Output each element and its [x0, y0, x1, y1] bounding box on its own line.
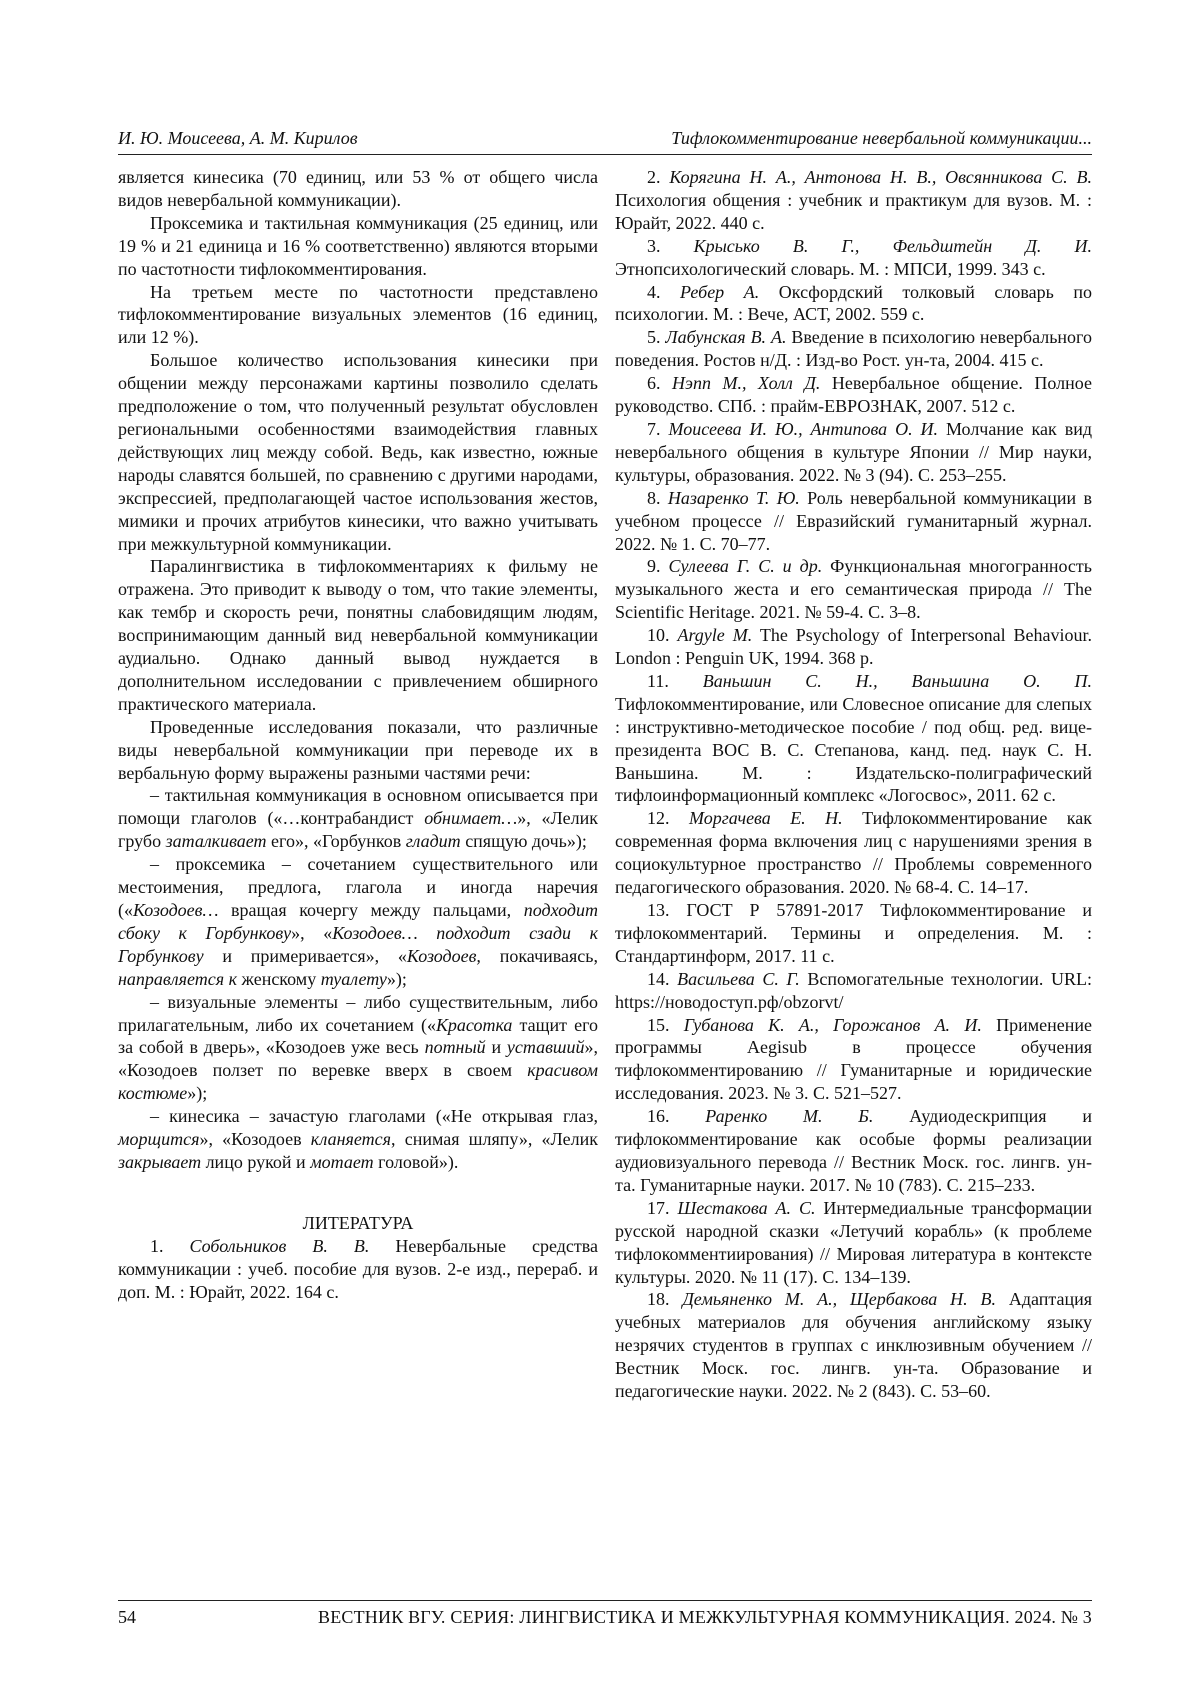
reference-item: 15. Губанова К. А., Горожанов А. И. Применение программы Aegisub в процессе обучения тифлокомментированию // Гуманитарные и юридические исследования. 2023. № 3. С. 521–527.	[615, 1014, 1092, 1106]
header-rule	[118, 154, 1092, 155]
paragraph: Большое количество использования кинесики при общении между персонажами картины позволило сделать предположение о том, что полученный результат обусловлен региональными особенностями взаимодействия главных действующих лиц между собой. Ведь, как известно, южные народы славятся большей, по сравнению с другими народами, экспрессией, предполагающей частое использования жестов, мимики и прочих атрибутов кинесики, что важно учитывать при межкультурной коммуникации.	[118, 349, 598, 555]
journal-title: ВЕСТНИК ВГУ. СЕРИЯ: ЛИНГВИСТИКА И МЕЖКУЛЬТУРНАЯ КОММУНИКАЦИЯ. 2024. № 3	[318, 1604, 1092, 1630]
reference-item: 3. Крысько В. Г., Фельдштейн Д. И. Этнопсихологический словарь. М. : МПСИ, 1999. 343 с.	[615, 235, 1092, 281]
footer-rule	[118, 1600, 1092, 1601]
reference-item: 11. Ваньшин С. Н., Ваньшина О. П. Тифлокомментирование, или Словесное описание для слепых : инструктивно-методическое пособие / под общ. ред. вице-президента ВОС В. С. Степанова, канд. пед. наук С. Н. Ваньшина. М. : Издательско-полиграфический тифлоинформационный комплекс «Логосвос», 2011. 62 с.	[615, 670, 1092, 807]
reference-item: 18. Демьяненко М. А., Щербакова Н. В. Адаптация учебных материалов для обучения английскому языку незрячих студентов в группах с инклюзивным обучением // Вестник Моск. гос. лингв. ун-та. Образование и педагогические науки. 2022. № 2 (843). С. 53–60.	[615, 1288, 1092, 1403]
reference-item: 6. Нэпп М., Холл Д. Невербальное общение. Полное руководство. СПб. : прайм-ЕВРОЗНАК, 2007. 512 с.	[615, 372, 1092, 418]
paragraph: Проксемика и тактильная коммуникация (25 единиц, или 19 % и 21 единица и 16 % соответственно) являются вторыми по частотности тифлокомментирования.	[118, 212, 598, 281]
reference-item: 7. Моисеева И. Ю., Антипова О. И. Молчание как вид невербального общения в культуре Японии // Мир науки, культуры, образования. 2022. № 3 (94). С. 253–255.	[615, 418, 1092, 487]
paragraph: является кинесика (70 единиц, или 53 % от общего числа видов невербальной коммуникации).	[118, 166, 598, 212]
running-footer	[118, 1604, 1092, 1630]
reference-item: 13. ГОСТ Р 57891-2017 Тифлокомментирование и тифлокомментарий. Термины и определения. М. : Стандартинформ, 2017. 11 с.	[615, 899, 1092, 968]
reference-item: 1. Собольников В. В. Невербальные средства коммуникации : учеб. пособие для вузов. 2-е изд., перераб. и доп. М. : Юрайт, 2022. 164 с.	[118, 1235, 598, 1304]
reference-item: 5. Лабунская В. А. Введение в психологию невербального поведения. Ростов н/Д. : Изд-во Рост. ун-та, 2004. 415 с.	[615, 326, 1092, 372]
list-item-proxemics: – проксемика – сочетанием существительного или местоимения, предлога, глагола и иногда наречия («Козодоев… вращая кочергу между пальцами, подходит сбоку к Горбункову», «Козодоев… подходит сзади к Горбункову и примеривается», «Козодоев, покачиваясь, направляется к женскому туалету»);	[118, 853, 598, 990]
reference-item: 14. Васильева С. Г. Вспомогательные технологии. URL: https://новодоступ.рф/obzorvt/	[615, 968, 1092, 1014]
journal-page	[118, 0, 1092, 1697]
paragraph: Проведенные исследования показали, что различные виды невербальной коммуникации при переводе их в вербальную форму выражены разными частями речи:	[118, 716, 598, 785]
reference-item: 10. Argyle M. The Psychology of Interpersonal Behaviour. London : Penguin UK, 1994. 368 p.	[615, 624, 1092, 670]
paragraph: На третьем месте по частотности представлено тифлокомментирование визуальных элементов (16 единиц, или 12 %).	[118, 281, 598, 350]
list-item-kinesics: – кинесика – зачастую глаголами («Не открывая глаз, морщится», «Козодоев кланяется, снимая шляпу», «Лелик закрывает лицо рукой и мотает головой»).	[118, 1105, 598, 1174]
running-header	[118, 126, 1092, 150]
page-number: 54	[118, 1604, 136, 1630]
list-item-tactile: – тактильная коммуникация в основном описывается при помощи глаголов («…контрабандист обнимает…», «Лелик грубо заталкивает его», «Горбунков гладит спящую дочь»);	[118, 784, 598, 853]
reference-item: 17. Шестакова А. С. Интермедиальные трансформации русской народной сказки «Летучий корабль» (к проблеме тифлокомментиирования) // Мировая литература в контексте культуры. 2020. № 11 (17). С. 134–139.	[615, 1197, 1092, 1289]
reference-item: 8. Назаренко Т. Ю. Роль невербальной коммуникации в учебном процессе // Евразийский гуманитарный журнал. 2022. № 1. С. 70–77.	[615, 487, 1092, 556]
reference-item: 12. Моргачева Е. Н. Тифлокомментирование как современная форма включения лиц с нарушениями зрения в социокультурное пространство // Проблемы современного педагогического образования. 2020. № 68-4. С. 14–17.	[615, 807, 1092, 899]
references-heading: ЛИТЕРАТУРА	[118, 1212, 598, 1235]
right-column	[615, 166, 1092, 1403]
header-authors: И. Ю. Моисеева, А. М. Кирилов	[118, 126, 358, 150]
reference-item: 4. Ребер А. Оксфордский толковый словарь по психологии. М. : Вече, АСТ, 2002. 559 с.	[615, 281, 1092, 327]
left-column	[118, 166, 598, 1304]
paragraph: Паралингвистика в тифлокомментариях к фильму не отражена. Это приводит к выводу о том, что такие элементы, как тембр и скорость речи, понятны слабовидящим людям, воспринимающим данный вид невербальной коммуникации аудиально. Однако данный вывод нуждается в дополнительном исследовании с привлечением обширного практического материала.	[118, 555, 598, 715]
reference-item: 9. Сулеева Г. С. и др. Функциональная многогранность музыкального жеста и его семантическая природа // The Scientific Heritage. 2021. № 59-4. С. 3–8.	[615, 555, 1092, 624]
reference-item: 16. Раренко М. Б. Аудиодескрипция и тифлокомментирование как особые формы реализации аудиовизуального перевода // Вестник Моск. гос. лингв. ун-та. Гуманитарные науки. 2017. № 10 (783). С. 215–233.	[615, 1105, 1092, 1197]
header-title: Тифлокомментирование невербальной коммуникации...	[671, 126, 1092, 150]
reference-item: 2. Корягина Н. А., Антонова Н. В., Овсянникова С. В. Психология общения : учебник и практикум для вузов. М. : Юрайт, 2022. 440 с.	[615, 166, 1092, 235]
spacer	[118, 1174, 598, 1212]
list-item-visual: – визуальные элементы – либо существительным, либо прилагательным, либо их сочетанием («Красотка тащит его за собой в дверь», «Козодоев уже весь потный и уставший», «Козодоев ползет по веревке вверх в своем красивом костюме»);	[118, 991, 598, 1106]
